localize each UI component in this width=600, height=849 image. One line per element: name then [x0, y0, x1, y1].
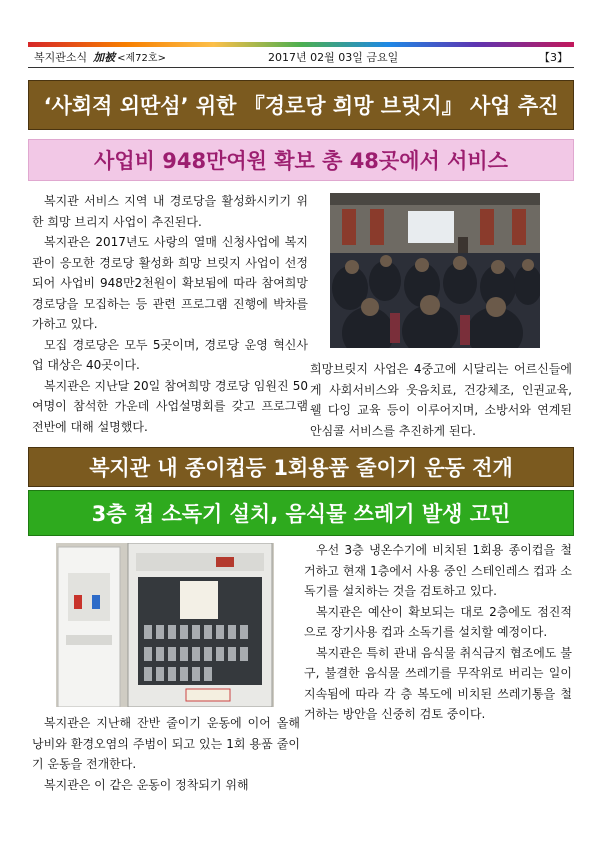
paragraph: 우선 3층 냉온수기에 비치된 1회용 종이컵을 철거하고 현재 1층에서 사용 중인 스테인레스 컵과 소독기를 설치하는 것을 검토하고 있다.	[304, 543, 572, 598]
meeting-photo	[330, 193, 540, 348]
article1-headline: ‘사회적 외딴섬’ 위한 『경로당 희망 브릿지』 사업 추진	[28, 80, 574, 130]
issue-number: <제72호>	[117, 53, 166, 64]
paragraph: 복지관은 특히 관내 음식물 취식금지 협조에도 불구, 불결한 음식물 쓰레기를 무작위로 버리는 일이 지속됨에 따라 각 층 복도에 비치된 쓰레기통을 철거하는 방안을 신중히 검토 중이다.	[304, 645, 572, 721]
masthead	[34, 49, 166, 68]
paragraph: 모집 경로당은 모두 5곳이며, 경로당 운영 혁신사업 대상은 40곳이다.	[32, 337, 308, 372]
page-number: 【3】	[539, 51, 568, 64]
article1-subhead: 사업비 948만여원 확보 총 48곳에서 서비스	[28, 139, 574, 181]
paragraph: 복지관은 예산이 확보되는 대로 2층에도 점진적으로 장기사용 컵과 소독기를 설치할 예정이다.	[304, 604, 572, 639]
header-divider	[28, 67, 574, 68]
paragraph: 복지관은 이 같은 운동이 정착되기 위해	[44, 777, 249, 792]
article2-subhead: 3층 컵 소독기 설치, 음식물 쓰레기 발생 고민	[28, 490, 574, 536]
paragraph: 복지관은 지난해 잔반 줄이기 운동에 이어 올해 낭비와 환경오염의 주범이 되고 있는 1회 용품 줄이기 운동을 전개한다.	[32, 716, 300, 771]
article2-headline: 복지관 내 종이컵등 1회용품 줄이기 운동 전개	[28, 447, 574, 487]
article1-body	[32, 191, 308, 437]
paragraph: 복지관 서비스 지역 내 경로당을 활성화시키기 위한 희망 브리지 사업이 추진된다.	[32, 194, 308, 229]
paragraph: 복지관은 2017년도 사랑의 열매 신청사업에 복지관이 응모한 경로당 활성화 희망 브릿지 사업이 선정되어 사업비 948만2천원이 확보됨에 따라 참여희망 경로당을 모집하는 등 관련 프로그램 진행에 박차를 가하고 있다.	[32, 235, 308, 331]
photo-caption: 희망브릿지 사업은 4중고에 시달리는 어르신들에게 사회서비스와 웃음치료, 건강체조, 인권교육, 웰 다잉 교육 등이 이루어지며, 소방서와 연계된 안심콜 서비스를 추진하게 된다.	[310, 362, 572, 438]
header-color-bar	[28, 42, 574, 47]
newsletter-brand: 加被	[93, 51, 116, 64]
article2-left-body	[32, 713, 300, 795]
issue-date: 2017년 02월 03일 금요일	[268, 51, 399, 64]
article2-right-body	[304, 540, 572, 725]
page-header	[28, 49, 574, 67]
newsletter-title: 복지관소식	[34, 51, 88, 64]
paragraph: 복지관은 지난달 20일 참여희망 경로당 임원진 50여명이 참석한 가운데 사업설명회를 갖고 프로그램 전반에 대해 설명했다.	[32, 378, 308, 434]
water-dispenser-photo	[56, 543, 274, 707]
